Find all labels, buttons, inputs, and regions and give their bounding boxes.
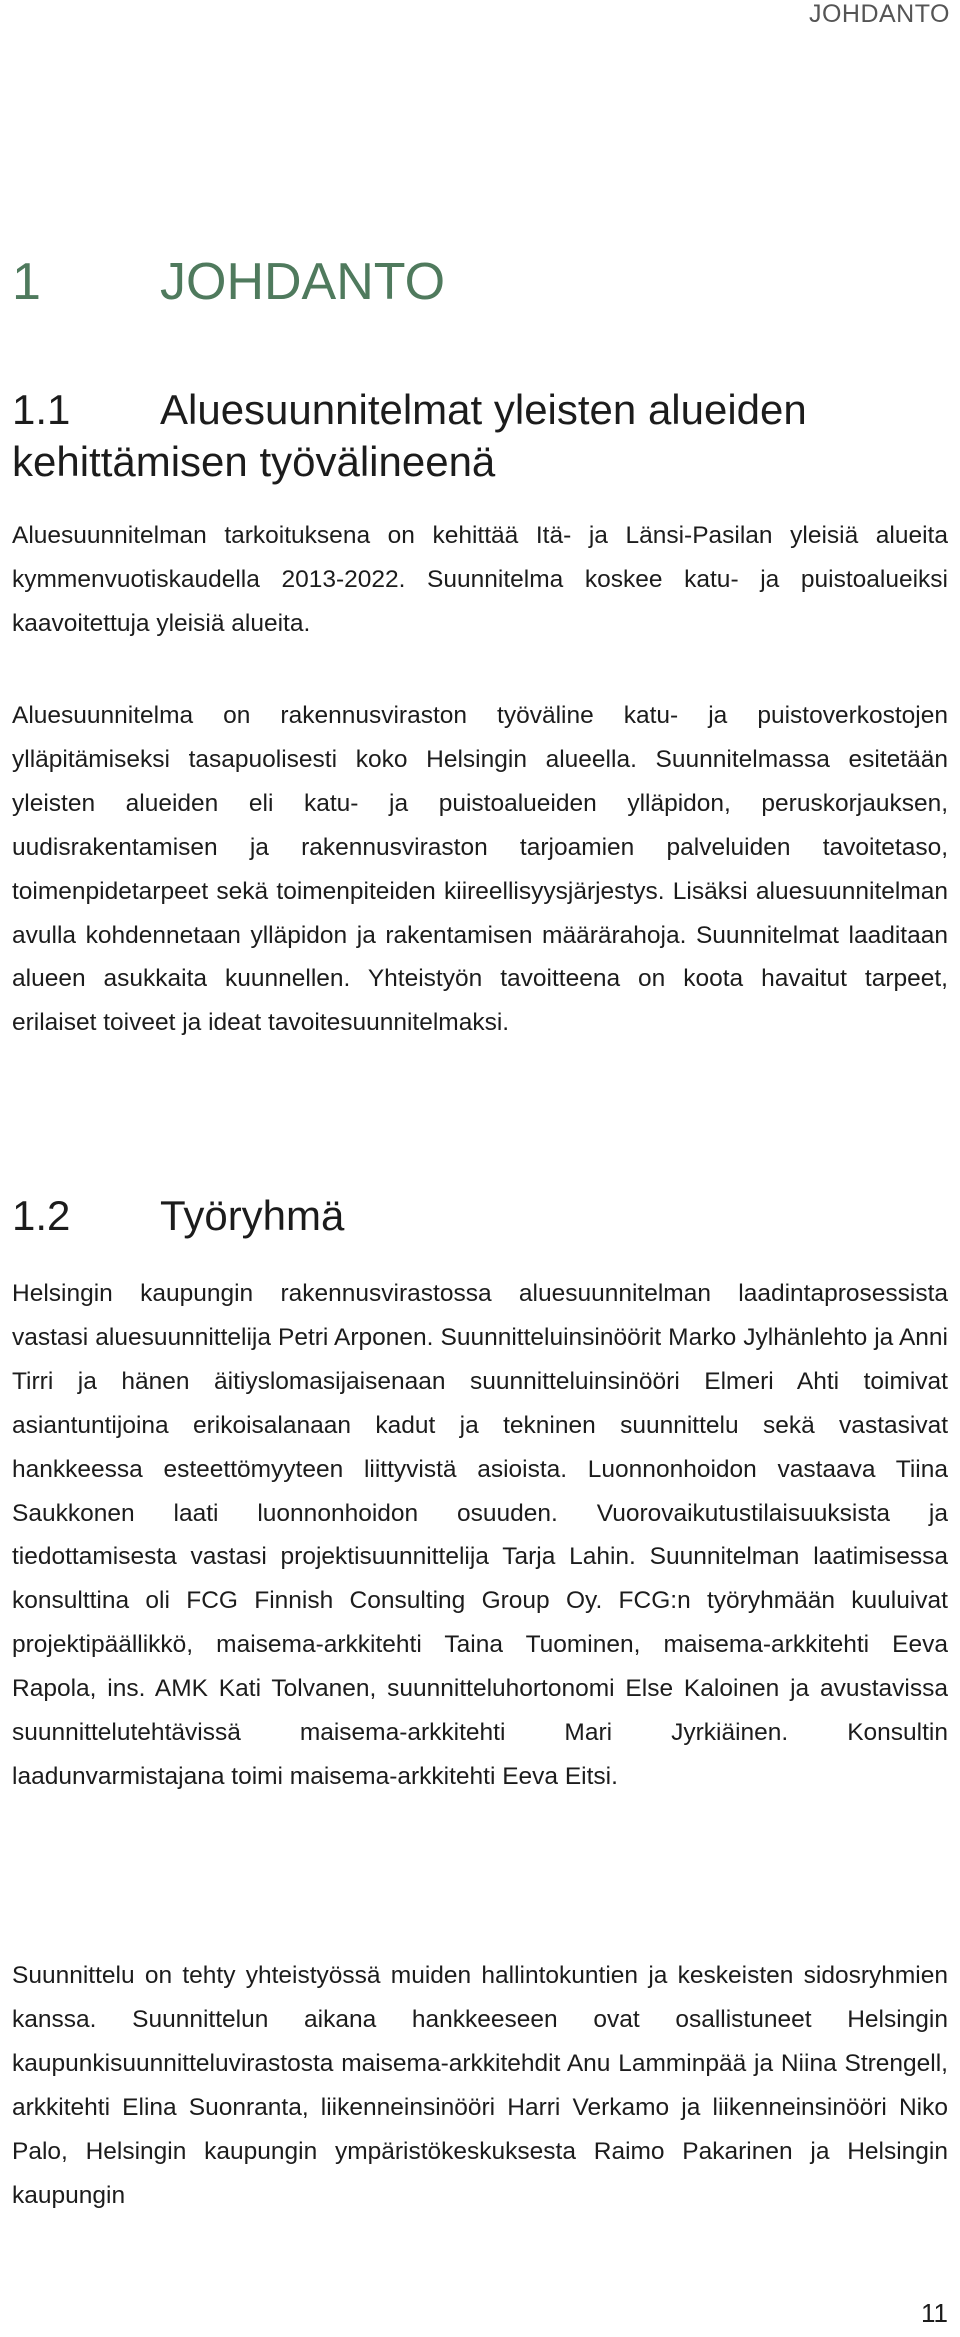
paragraph: Helsingin kaupungin rakennusvirastossa aluesuunnitelman laadintaprosessista vastasi aluesuunnittelija Petri Arponen. Suunnitteluinsinöörit Marko Jylhänlehto ja Anni Tirri ja hänen äitiyslomasijaisenaan suunnitteluinsinööri Elmeri Ahti toimivat asiantuntijoina erikoisalanaan kadut ja tekninen suunnittelu sekä vastasivat hankkeessa esteettömyyteen liittyvistä asioista. Luonnonhoidon vastaava Tiina Saukkonen laati luonnonhoidon osuuden. Vuorovaikutustilaisuuksista ja tiedottamisesta vastasi projektisuunnittelija Tarja Lahin. Suunnitelman laatimisessa konsulttina oli FCG Finnish Consulting Group Oy. FCG:n työryhmään kuuluivat projektipäällikkö, maisema-arkkitehti Taina Tuominen, maisema-arkkitehti Eeva Rapola, ins. AMK Kati Tolvanen, suunnitteluhortonomi Else Kaloinen ja avustavissa suunnittelutehtävissä maisema-arkkitehti Mari Jyrkiäinen. Konsultin laadunvarmistajana toimi maisema-arkkitehti Eeva Eitsi. <box>12 1280 948 1790</box>
paragraph: Suunnittelu on tehty yhteistyössä muiden hallintokuntien ja keskeisten sidosryhmien kanssa. Suunnittelun aikana hankkeeseen ovat osallistuneet Helsingin kaupunkisuunnitteluvirastosta maisema-arkkitehdit Anu Lamminpää ja Niina Strengell, arkkitehti Elina Suonranta, liikenneinsinööri Harri Verkamo ja liikenneinsinööri Niko Palo, Helsingin kaupungin ympäristökeskuksesta Raimo Pakarinen ja Helsingin kaupungin <box>12 1962 948 2209</box>
chapter-number: 1 <box>12 253 41 311</box>
running-header: JOHDANTO <box>808 0 950 28</box>
page-number: 11 <box>921 2298 948 2328</box>
paragraph: Aluesuunnitelman tarkoituksena on kehittää Itä- ja Länsi-Pasilan yleisiä alueita kymmenvuotiskaudella 2013-2022. Suunnitelma koskee katu- ja puistoalueiksi kaavoitettuja yleisiä alueita. <box>12 522 948 637</box>
paragraph: Aluesuunnitelma on rakennusviraston työväline katu- ja puistoverkostojen ylläpitämiseksi tasapuolisesti koko Helsingin alueella. Suunnitelmassa esitetään yleisten alueiden eli katu- ja puistoalueiden ylläpidon, peruskorjauksen, uudisrakentamisen ja rakennusviraston tarjoamien palveluiden tavoitetaso, toimenpidetarpeet sekä toimenpiteiden kiireellisyysjärjestys. Lisäksi aluesuunnitelman avulla kohdennetaan ylläpidon ja rakentamisen määrärahoja. Suunnitelmat laaditaan alueen asukkaita kuunnellen. Yhteistyön tavoitteena on koota havaitut tarpeet, erilaiset toiveet ja ideat tavoitesuunnitelmaksi. <box>12 702 948 1037</box>
section-title: Aluesuunnitelmat yleisten alueiden kehittämisen työvälineenä <box>12 386 807 485</box>
section-number: 1.2 <box>12 1192 71 1239</box>
section-heading-1-2 <box>12 1190 948 1242</box>
section-heading-1-1 <box>12 384 948 488</box>
chapter-title: JOHDANTO <box>160 253 446 311</box>
chapter-heading <box>12 252 445 312</box>
section-number: 1.1 <box>12 386 71 433</box>
section-title: Työryhmä <box>160 1192 345 1239</box>
